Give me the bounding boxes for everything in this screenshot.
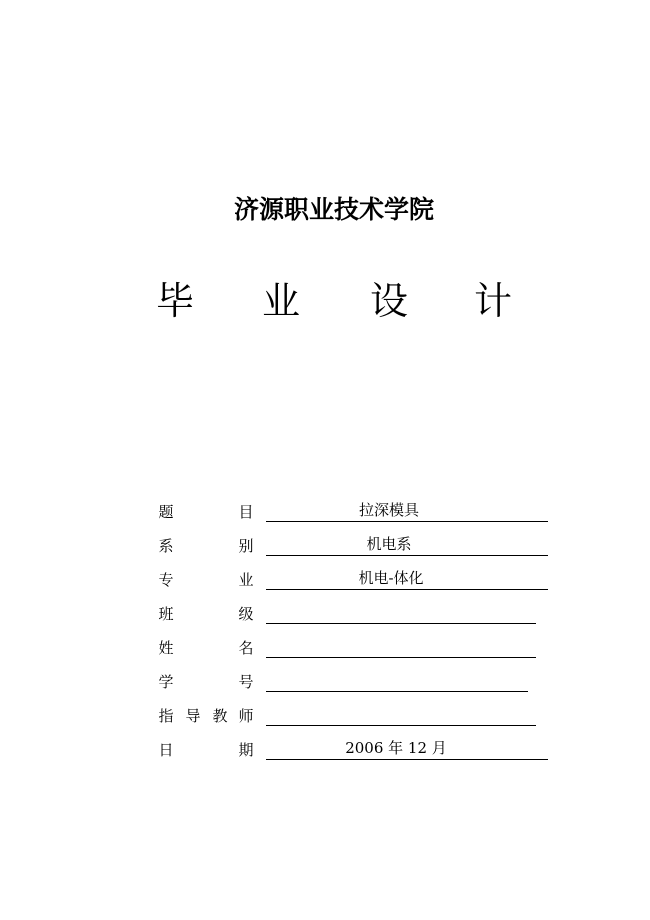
field-name (0, 636, 650, 662)
field-date-label-1: 日 (158, 741, 174, 759)
school-name: 济源职业技术学院 (233, 195, 434, 224)
field-name-label-1: 姓 (158, 639, 174, 657)
field-class (0, 602, 650, 628)
field-advisor (0, 704, 650, 730)
field-major-label-1: 专 (158, 571, 174, 589)
field-topic-value: 拉深模具 (358, 501, 419, 519)
field-department-label-1: 系 (158, 537, 174, 555)
field-advisor-label-1: 指 (158, 707, 174, 725)
field-advisor-label-4: 师 (238, 707, 254, 725)
field-advisor-value (266, 704, 536, 725)
field-department (0, 534, 650, 560)
title-char-3: 设 (369, 279, 408, 323)
field-topic-label-1: 题 (158, 503, 174, 521)
field-date-value: 2006 年 12 月 (345, 739, 447, 757)
field-major-value: 机电-体化 (358, 569, 424, 587)
thesis-title (0, 278, 650, 328)
field-class-label-2: 级 (238, 605, 254, 623)
field-topic-label-2: 目 (238, 503, 254, 521)
field-name-label-2: 名 (238, 639, 254, 657)
field-student-id-label-2: 号 (238, 673, 254, 691)
field-name-value (266, 636, 536, 657)
field-student-id-label-1: 学 (158, 673, 174, 691)
title-char-2: 业 (261, 279, 300, 323)
field-advisor-label-2: 导 (185, 707, 201, 725)
field-class-label-1: 班 (158, 605, 174, 623)
field-date (0, 738, 650, 764)
field-advisor-label-3: 教 (212, 707, 228, 725)
field-department-label-2: 别 (238, 537, 254, 555)
field-topic (0, 500, 650, 526)
title-char-1: 毕 (155, 279, 194, 323)
field-department-value: 机电系 (366, 535, 412, 553)
field-major (0, 568, 650, 594)
field-student-id (0, 670, 650, 696)
field-class-value (266, 602, 536, 623)
field-major-label-2: 业 (238, 571, 254, 589)
field-date-label-2: 期 (238, 741, 254, 759)
title-char-4: 计 (473, 279, 512, 323)
field-student-id-value (266, 670, 528, 691)
